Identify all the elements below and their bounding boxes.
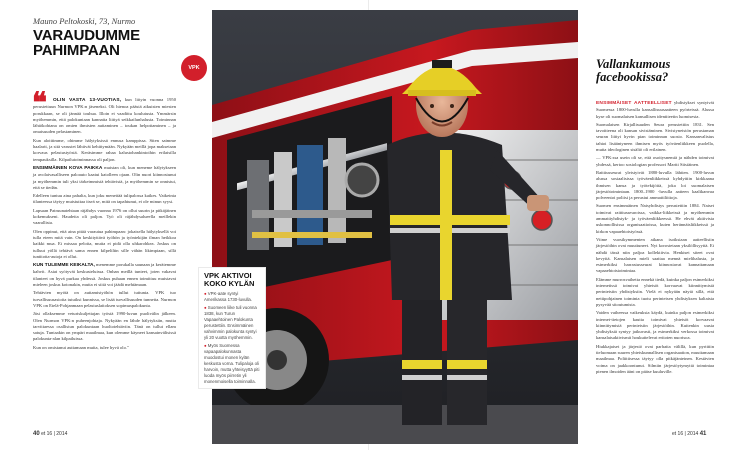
subhead: ENSIMMÄINEN KOVA PAIKKA [33,165,103,171]
factbox [198,267,266,389]
paragraph: Lapsaan Patruunatehtaan räjähdys vuonna 1976 on ollut suurin ja pitkäjäinen kokemukseni. Haudeita oli paljon. Työ oli räjähdysalueella meillekin vaarallista. [33,207,176,226]
page-folio-right [672,431,706,437]
paragraph: Suomalaisen Kirjallisuuden Seura perustettiin 1831. Sen tavoitteena oli kansan sivistäminen. Sivistyneistön perustaman seuran liittyi hyvin pian toiminnan suosio. Kansanvalistus tahtoi lisääntyneen ihmisen myös työväenliikkeen puolella, mutta ideologinen sisältö oli erilainen. [596,121,714,153]
lead-in: OLIN VASTA 13-VUOTIAS, [53,98,122,103]
paragraph: Hiukkajaiset ja järjestö ovat parhaita välillä, kun pyrittiin tieluomaan suuren yhteiskunnallisen organisaation, muuttamaan maailmaa. Poliittisessa täytyy olla pitkäjänteinen. Kestävien voima on jaakkoontunut. Silmiin järjestöytymyttä toimintaa pienen ilmoiden ääni on pääse kuuluville. [596,343,714,374]
factbox-title: VPK AKTIVOI KOKO KYLÄN [204,271,255,288]
paragraph: Raittiusseurat yleistyivät 1880-luvulla lähtien. 1900-luvun alussa sosiaalisissa työväenliikkeissä kyhdyttiin kirkkaana ihmisen kansa ja työtekijöitä, joka loi suomalaisen järjestötoimintaan. 1800–1900 -luvulla aatteen kaalikanvaa polveentoi poliisi ja perustui ammattiliittoja. [596,169,714,201]
right-article-body [596,100,714,377]
paragraph: kun liityin vuonna 1950 perustettuun Nurmon VPK:n jäseneksi. Oli hienoa päästä aikuisten miesten porukkaan, se oli jännää touhua. Illoin ei vaadittu koulutusta. Ymmärsin myöhemmin, että palokuntaan kannatta liittyä seikkailunhalusta. Toiminnan lähtökohtana on omien ihmisten auttaminen – toukan helpottaminen – ja omaisuuden pelastaminen. [33,97,176,135]
paragraph: Olen oppinut, että aina pitää varautua pahimpaan: jokaisella hälytyksellä voi tulla eteen mitä vain. On keskityttävä työhön ja työntekijän ilman heikkoa kaikki mua. Ei missaa peloita, mutta ei pidä olla uhkarohkea. Joskus on tulluut yöllä tehtävä sama ennen kilpeliltin sille vähän likimpiaan, sillä tuntitotta-autoja ei ollut. [33,228,176,259]
paragraph: Jäsi ollaksemme veturiskuljettajan työstä 1990-luvun puolivälin jälkeen. Olen Nurmon VPK:n puheenjohtaja. Nykyään en lähde hälytyksiin, mutta tarvittaessa osallistun palokuntaan huoltotehtäviin. Tänä on tullut ellam satuja. Tuntaakin on ympäri maailmaa, kun olemme käyneet kansainvälisissä palokunta-alan kilpailuissa. [33,311,176,342]
left-article-body [33,97,176,353]
bullet-icon: ● [204,305,208,310]
paragraph: yhdistykset syntyivät Suomessa 1800-luvulla kansallisuusaatteen pyörteissä. Alussa kyse oli suomalaisen kansallisen identiteetin luomisesta. [596,100,715,119]
paragraph: — VPK:ssa usein oli se, että osoitysnemiä ja nähden toimivat yhdessä, kertoo sosiologian professori Martti Siisiäinen. [596,155,714,167]
factbox-item: ● Suomeen liike tuli vuonna 1838, kun Turun Vapaaehtoinen Palokunta perustettiin. Ensimmäinen vahvimmin palokunta syntyi yli 20 vuotta myöhemmin. [204,305,257,340]
firefighter-photo [212,10,578,444]
page-number: 40 [33,431,40,437]
paragraph: Suomen ensimmäinen Naisyhdistys perustettiin 1884. Naiset toimivat raittiusseuroissa, vaikka-liikkeissä ja myöhemmin ammattiyhdistyk- ja työväenliikkeessä. He ehvät aktiivisia uskonnollisissa organisaatioissa, kuten herännäisliikkeissä ja kirkon vapaaehtoistyössä. [596,203,714,234]
paragraph: Elämme murrosvaihetta ennekä tiedä, kuinka paljon esimerkiksi internetissä toimivat yhteisöt korvaavat kiinnittymistä perinteisiin yhdistyksiin. Vielä ei nykyään näytä sillä, että nettipohjainen toiminta tuotu perinteisen yhdistyksen kaltaista pysyvää sitoutumista. [596,276,714,307]
byline: Mauno Peltokoski, 73, Nurmo [33,16,136,26]
factbox-item: ● Myös Suomessa vapaapalokunnasta muodostui monen kylän keskusta vorna. Tulipaloja oli harvoin, mutta yhteisyyttä piti luoda myös piirretin yli monenmoisella toiminnalla. [204,343,260,384]
bullet-icon: ● [204,291,208,296]
paragraph: Kun on omistanut auttamaan muita, tulee hyvä olo." [33,344,129,350]
paragraph: muistan oli, kun meneme hälytykseen ja avolaivasalliseen paloauto kaatui katolleen ojaan. Olin nuori kiinnostunut ja myöhemmin tuli yksi tärkeimmistä tehtävistä, ja myöhemmin se onnistui, että se tiedän. [33,164,176,190]
bullet-icon: ● [204,343,208,348]
factbox-item: ● VPK-aate syntyi Amerikassa 1730-luvulla. [204,291,253,302]
headline: VARAUDUMME PAHIMPAAN [33,27,140,59]
page-number: 41 [699,431,707,437]
page-folio-left [33,431,67,437]
sidebar-headline: Vallankumous facebookissa? [596,57,671,84]
paragraph: Tehtävien myötä on auttamistyöhön tullut tuttunia. VPK tuo turvallisuusasioita tutuiksi kunnissa, se lisää turvallisuuden tunnetta. Nurmon VPK on Etelä-Pohjanmaan pelastuslaitoksen sopimuspalokunta. [33,290,176,308]
issue-label: et 16 | 2014 [41,431,68,437]
subhead: KUN TULEMME KEIKALTA, [33,263,95,269]
factbox-list [204,291,260,385]
lead-in: ENSIMMÄISET AATTEELLISET [596,101,672,106]
paragraph: Kun aloittimme, ohimme hälytyksissä ennusa kamppissa. Siten saimme haalarit, ja sitä varustet lähtivät kehittymään. Nykyään meillä jopa maksetaan korvaus pelastustyöstä. Keräsimme rahaa kalustohankintoihin erilaisilla tempauksilla. Kilpailutoiminnassa oli paljon. [33,137,176,162]
paragraph: menemme porukalla saunaan ja kerätemme kahvit. Asiat syötyvät keskusteluissa. Onhan meillä tunteet, joten vakavat tilanteet on hyvä purkaa yhdessä. Joskus puhaan ennen toimittuu muistavat mieleen joskus kotonakin, mutta ei siitä voi jäädä mehtämaan. [33,262,176,288]
paragraph: Viime vuosikymmenten aikana isoiksiaan aatteellisiin järjestöihin ovat muuttuneet. Nyt korostetaan yksilöllisyyttä. Ei nähdä tässä niin paljoa kollektiivia. Henkiset siteet ovat kevyitä. Kansalaisen mieli saattaa mennä mielihalusta, ja esimerkiksi harrastusseurat kiinnostavat kannattamaan vapaaehtoistoimintaa. [596,236,714,274]
quote-mark-icon: ❝ [32,88,48,119]
paragraph: Vaiden vaiheessa vaikeuksia käydä, kuinka paljon esimerkiksi internet-tietojen kautta toimivat yhteisöt korvaavat kiinnittymistä perinteisiin järjestöihin. Kuitenkin uusia yhdistyksiä syntyy jatkuvasti, ja esimerkiksi verkossa toimivat kansalaisaktivismit houkuttelevat eritoten nuorisoa. [596,310,714,341]
vpk-badge: VPK [181,55,207,81]
issue-label: et 16 | 2014 [672,431,699,437]
paragraph: Edelleen tuntuu aina pahalta, kun joku menettää tulipalossa kaikes. Vaikeinta tilanteessa täytyy muistuttaa itseä se, mitä on tapahtunut, ei ole minun syysi. [33,193,176,205]
